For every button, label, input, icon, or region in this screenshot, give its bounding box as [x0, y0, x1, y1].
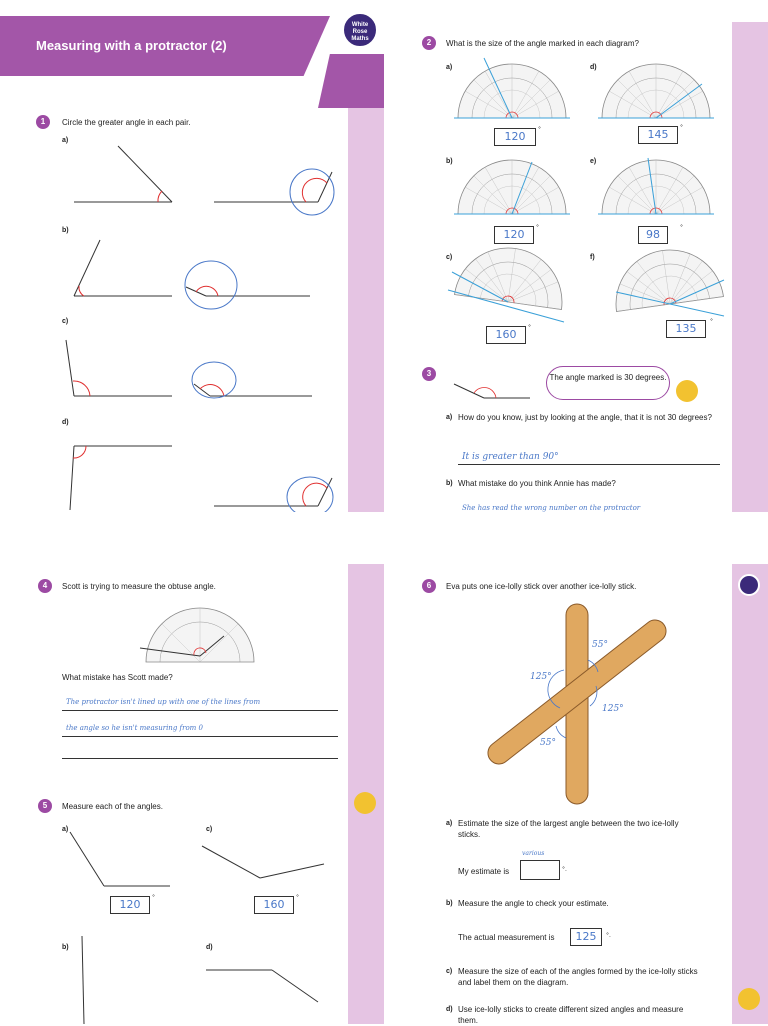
part-label: c) [446, 968, 453, 975]
answer-box[interactable]: 135 [666, 320, 706, 338]
degree-symbol: ° [528, 324, 531, 331]
question-text: Measure the size of each of the angles formed by the ice-lolly sticks and label them on the diagram. [458, 967, 698, 987]
part-label: c) [206, 826, 213, 833]
page-title: Measuring with a protractor (2) [36, 38, 227, 53]
part-label: a) [446, 414, 453, 421]
prompt-text: The actual measurement is [458, 933, 555, 942]
question-text: How do you know, just by looking at the angle, that it is not 30 degrees? [458, 413, 712, 422]
part-label: a) [446, 820, 453, 827]
question-text: Use ice-lolly sticks to create different sized angles and measure them. [458, 1005, 684, 1025]
part-label: b) [62, 227, 69, 234]
question-text: What mistake has Scott made? [62, 673, 173, 682]
part-label: d) [62, 419, 69, 426]
part-label: b) [446, 480, 453, 487]
question-number: 4 [38, 579, 52, 593]
answer-box[interactable]: 145 [638, 126, 678, 144]
annie-character-icon [676, 380, 698, 402]
part-label: b) [446, 158, 453, 165]
angle-label: 125° [530, 672, 552, 682]
part-label: a) [446, 64, 453, 71]
degree-symbol: °. [606, 932, 611, 939]
handwritten-answer[interactable]: It is greater than 90° [462, 452, 559, 462]
answer-box[interactable]: 160 [254, 896, 294, 914]
angle-label: 55° [592, 640, 608, 650]
part-label: c) [446, 254, 453, 261]
part-label: b) [446, 900, 453, 907]
question-number: 1 [36, 115, 50, 129]
degree-symbol: ° [680, 224, 683, 231]
q5-angles-diagram [0, 512, 384, 1024]
question-number: 2 [422, 36, 436, 50]
question-number: 6 [422, 579, 436, 593]
degree-symbol: ° [710, 318, 713, 325]
handwritten-note: various [522, 850, 545, 857]
answer-box[interactable]: 120 [494, 128, 536, 146]
degree-symbol: °. [562, 866, 567, 873]
handwritten-answer[interactable]: The protractor isn't lined up with one of the lines from [66, 698, 261, 706]
answer-box[interactable]: 120 [110, 896, 150, 914]
question-text: Measure the angle to check your estimate. [458, 899, 609, 908]
answer-box[interactable]: 160 [486, 326, 526, 344]
logo: White Rose Maths [342, 12, 378, 48]
character-icon [738, 988, 760, 1010]
answer-line [458, 464, 720, 465]
part-label: a) [62, 826, 69, 833]
handwritten-answer[interactable]: She has read the wrong number on the protractor [462, 504, 641, 512]
part-label: e) [590, 158, 597, 165]
worksheet-page-4 [384, 512, 768, 1024]
handwritten-answer[interactable]: the angle so he isn't measuring from 0 [66, 724, 203, 732]
part-label: c) [62, 318, 69, 325]
worksheet-page-3 [0, 512, 384, 1024]
part-label: b) [62, 944, 69, 951]
question-text: Circle the greater angle in each pair. [62, 118, 191, 127]
degree-symbol: ° [296, 894, 299, 901]
degree-symbol: ° [152, 894, 155, 901]
ice-lolly-sticks-diagram [384, 512, 768, 1024]
part-label: a) [62, 137, 69, 144]
degree-symbol: ° [538, 126, 541, 133]
angles-diagram [0, 0, 384, 512]
worksheet-page-2 [384, 0, 768, 512]
measurement-box[interactable]: 125 [570, 928, 602, 946]
question-number: 3 [422, 367, 436, 381]
question-text: What mistake do you think Annie has made? [458, 479, 616, 488]
part-label: f) [590, 254, 595, 261]
worksheet-page-1 [0, 0, 384, 512]
question-text: Scott is trying to measure the obtuse angle. [62, 582, 216, 591]
question-number: 5 [38, 799, 52, 813]
angle-label: 125° [602, 704, 624, 714]
degree-symbol: ° [680, 124, 683, 131]
question-text: Eva puts one ice-lolly stick over another ice-lolly stick. [446, 582, 637, 591]
prompt-text: My estimate is [458, 867, 510, 876]
angle-label: 55° [540, 738, 556, 748]
answer-box[interactable]: 98 [638, 226, 668, 244]
q3-angle-diagram [384, 0, 768, 512]
part-label: d) [590, 64, 597, 71]
degree-symbol: ° [536, 224, 539, 231]
question-text: Measure each of the angles. [62, 802, 163, 811]
speech-bubble: The angle marked is 30 degrees. [546, 366, 670, 400]
answer-box[interactable]: 120 [494, 226, 534, 244]
estimate-box[interactable] [520, 860, 560, 880]
part-label: d) [206, 944, 213, 951]
part-label: d) [446, 1006, 453, 1013]
question-text: Estimate the size of the largest angle between the two ice-lolly sticks. [458, 819, 679, 839]
question-text: What is the size of the angle marked in each diagram? [446, 39, 639, 48]
